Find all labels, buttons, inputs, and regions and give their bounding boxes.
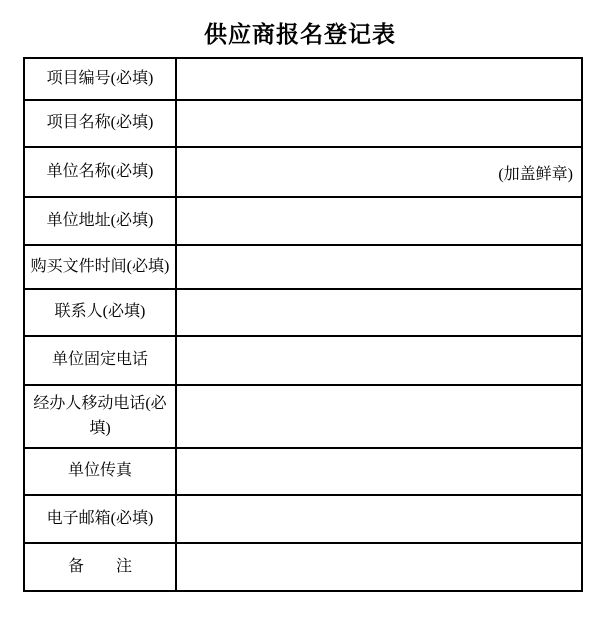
row-label-purchase-time: 购买文件时间(必填): [24, 245, 176, 289]
table-row-email: [24, 495, 582, 543]
table-row-remarks: [24, 543, 582, 591]
row-label-email: 电子邮箱(必填): [24, 495, 176, 543]
registration-table: [23, 57, 583, 592]
row-label-company-name: 单位名称(必填): [24, 147, 176, 197]
row-label-company-phone: 单位固定电话: [24, 336, 176, 385]
row-label-agent-mobile: 经办人移动电话(必填): [24, 385, 176, 448]
table-row-company-name: [24, 147, 582, 197]
value-cell-contact-person[interactable]: [176, 289, 582, 336]
row-label-contact-person: 联系人(必填): [24, 289, 176, 336]
row-label-company-address: 单位地址(必填): [24, 197, 176, 245]
row-label-company-fax: 单位传真: [24, 448, 176, 495]
table-row-company-address: [24, 197, 582, 245]
table-row-project-code: [24, 58, 582, 100]
row-label-project-name: 项目名称(必填): [24, 100, 176, 147]
value-cell-company-phone[interactable]: [176, 336, 582, 385]
value-cell-agent-mobile[interactable]: [176, 385, 582, 448]
form-title: 供应商报名登记表: [204, 22, 396, 47]
value-cell-purchase-time[interactable]: [176, 245, 582, 289]
stamp-note: (加盖鲜章): [498, 165, 573, 183]
value-cell-company-name[interactable]: [176, 147, 582, 197]
table-row-contact-person: [24, 289, 582, 336]
value-cell-remarks[interactable]: [176, 543, 582, 591]
table-row-project-name: [24, 100, 582, 147]
table-row-purchase-time: [24, 245, 582, 289]
table-row-company-fax: [24, 448, 582, 495]
row-label-remarks: 备 注: [24, 543, 176, 591]
value-cell-email[interactable]: [176, 495, 582, 543]
value-cell-project-code[interactable]: [176, 58, 582, 100]
value-cell-project-name[interactable]: [176, 100, 582, 147]
value-cell-company-fax[interactable]: [176, 448, 582, 495]
table-row-company-phone: [24, 336, 582, 385]
row-label-project-code: 项目编号(必填): [24, 58, 176, 100]
table-row-agent-mobile: [24, 385, 582, 448]
value-cell-company-address[interactable]: [176, 197, 582, 245]
